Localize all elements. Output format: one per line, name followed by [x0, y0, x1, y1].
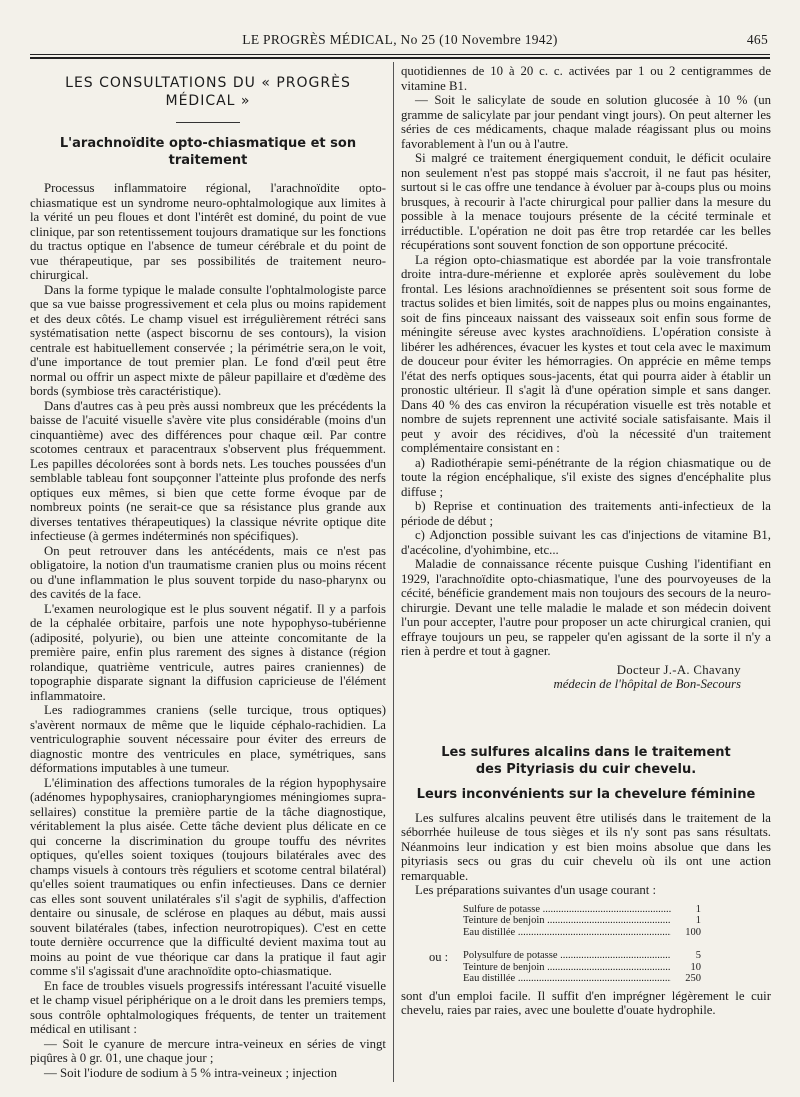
signature	[401, 663, 771, 692]
recipe-line: Sulfure de potasse ..... 1	[463, 904, 701, 916]
journal-title: LE PROGRÈS MÉDICAL, No 25 (10 Novembre 1942)	[242, 32, 558, 47]
paragraph: Les radiogrammes craniens (selle turcique, trous optiques) s'avèrent normaux de même que le liquide céphalo-rachidien. La ventriculographie souvent nécessaire pour éviter des erreurs de diagnostic montre des ventricules en place, symétriques, sans déformations imputables à une tumeur.	[30, 703, 386, 775]
paragraph: La région opto-chiasmatique est abordée par la voie transfrontale droite intra-dure-mérienne et explorée après soulèvement du lobe frontal. Les lésions arachnoïdiennes se présentent soit sous forme de tractus solides et bien limités, soit de nappes plus ou moins engainantes, soit de fins pinceaux naissant des vaisseaux soit enfin sous forme de méningite séreuse avec kystes arachnoïdiens. L'opération consiste à libérer les adhérences, évacuer les kystes et tout cela avec le maximum de douceur pour éviter les hémorragies. On apprécie en même temps l'état des nerfs optiques sous-jacents, état qui pourra aider à établir un pronostic ultérieur. Il s'agit là d'une opération simple et sans danger. Dans 40 % des cas environ la récupération visuelle est très notable et nombre de sujets reprennent une activité sociale satisfaisante. Mais il peut y avoir des récidives, d'où la nécessité d'un traitement complémentaire consistant en :	[401, 252, 771, 455]
paragraph: L'examen neurologique est le plus souvent négatif. Il y a parfois de la céphalée orbitaire, parfois une note hypophyso-tubérienne (adiposité, polyurie), ou bien une atteinte concomitante de la première paire, enfin plus rarement des signes à distance (région rolandique, quatrième ventricule, autres paires craniennes) de topographie disparate signant la diffusion capricieuse de l'élément inflammatoire.	[30, 601, 386, 703]
paragraph: sont d'un emploi facile. Il suffit d'en imprégner légèrement le cuir chevelu, raies par raies, avec une boulette d'ouate hydrophile.	[401, 988, 771, 1017]
article2-subtitle: Leurs inconvénients sur la chevelure féminine	[416, 786, 756, 802]
recipe-line: Eau distillée ..... 250	[463, 973, 701, 985]
author-name: Docteur J.-A. Chavany	[616, 662, 741, 677]
right-column	[401, 64, 771, 1018]
paragraph: Les préparations suivantes d'un usage courant :	[415, 883, 657, 897]
recipe-or: ou :	[429, 949, 449, 964]
paragraph: L'élimination des affections tumorales de la région hypophysaire (adénomes hypophysaires, craniopharyngiomes méningiomes supra-sellaires) constitue la première partie de la tâche diagnostique, véritablement la plus aisée. Cette tâche devient plus délicate en ce qui concerne la discrimination du groupe touffu des névrites optiques, qu'elles soient toxiques (toujours bilatérales avec des champs visuels à contours très réguliers et scotome central bilatéral) qu'elles soient traumatiques ou enfin infectieuses. Dans ce dernier cas elles sont souvent unilatérales s'il s'agit de syphilis, d'affection dentaire ou sinusale, de sclérose en plaques au début, mais aussi souvent bilatérales (tabes, infection neurotropiques). C'est en cette toute dernière occurrence que la difficulté devient maxima tout au moins au point de vue théorique car dans la pratique il faut agir comme s'il s'agissait d'une arachnoïdite opto-chiasmatique.	[30, 775, 386, 978]
paragraph: a) Radiothérapie semi-pénétrante de la région chiasmatique ou de toute la région encéphalique, s'il existe des signes d'encéphalite plus diffuse ;	[401, 455, 771, 499]
paragraph: Maladie de connaissance récente puisque Cushing l'identifiant en 1929, l'arachnoïdite opto-chiasmatique, l'une des pourvoyeuses de la cécité, bénéficie grandement mais non toujours des secours de la neuro-chirurgie. Devant une telle maladie le malade et son médecin doivent l'un pour accepter, l'autre pour proposer un acte chirurgical cranien, qui effraye toujours un peu, se rappeler qu'en agissant de la sorte il n'y a rien à perdre et tout à gagner.	[401, 557, 771, 658]
paragraph: On peut retrouver dans les antécédents, mais ce n'est pas obligatoire, la notion d'un traumatisme cranien plus ou moins récent ou d'une inflammation le plus souvent torpide du naso-pharynx ou des cavités de la face.	[30, 543, 386, 601]
paragraph: — Soit le cyanure de mercure intra-veineux en séries de vingt piqûres à 0 gr. 01, une chaque jour ;	[30, 1036, 386, 1065]
author-affiliation: médecin de l'hôpital de Bon-Secours	[553, 677, 741, 691]
recipe-line: Teinture de benjoin ..... 1	[463, 915, 701, 927]
recipe-group-1	[463, 904, 701, 939]
paragraph: — Soit le salicylate de soude en solution glucosée à 10 % (un gramme de salicylate par jour pendant vingt jours). On peut alterner les séries de ces médicaments, chaque malade réagissant plus ou moins favorablement à l'un ou à l'autre.	[401, 93, 771, 151]
paragraph: c) Adjonction possible suivant les cas d'injections de vitamine B1, d'acécoline, d'yohimbine, etc...	[401, 528, 771, 557]
paragraph: Dans d'autres cas à peu près aussi nombreux que les précédents la baisse de l'acuité visuelle s'avère vite plus considérable (moins d'un cinquantième) avec des différences pour chaque œil. Par contre scotomes centraux et paracentraux s'observent plus fréquemment. Les papilles décolorées sont à bords nets. Les touches poussées d'un semblable tableau font soupçonner l'atteinte plus profonde des nerfs optiques eux mêmes, si bien que cette forme évoque par de nombreux points (ne serait-ce que sa résistance plus grande aux diverses tentatives thérapeutiques) la classique névrite optique dite infectieuse (à germes indéterminés non spécifiques).	[30, 398, 386, 543]
paragraph: En face de troubles visuels progressifs intéressant l'acuité visuelle et le champ visuel périphérique on a le droit dans les premiers temps, sous contrôle ophtalmologiques fréquents, de tenter un traitement médical en utilisant :	[30, 978, 386, 1036]
article2-title	[401, 744, 771, 778]
paragraph: — Soit l'iodure de sodium à 5 % intra-veineux ; injection	[44, 1065, 338, 1080]
recipe-line: Eau distillée ..... 100	[463, 927, 701, 939]
header-rule-thin	[30, 54, 770, 55]
recipe-line: Teinture de benjoin ..... 10	[463, 962, 701, 974]
recipe-formulas	[401, 904, 771, 985]
header-rule-thick	[30, 57, 770, 59]
column-divider	[393, 62, 394, 1082]
running-header	[30, 30, 770, 52]
paragraph: Si malgré ce traitement énergiquement conduit, le déficit oculaire non seulement n'est pas stoppé mais s'accroit, il ne faut pas hésiter, surtout si le cas offre une tendance à évoluer par à-coups plus ou moins brusques, à recourir à l'acte chirurgical pour pallier dans la mesure du possible à la menace toujours présente de la cécité terminale et irréductible. L'opération ne doit pas être trop retardée car les belles récupérations sont souvent fonction de son opportune précocité.	[401, 151, 771, 252]
left-column	[30, 64, 386, 1080]
page-number: 465	[746, 32, 768, 47]
recipe-line: Polysulfure de potasse ..... 5	[463, 950, 701, 962]
section-divider	[176, 122, 240, 123]
article2-title-line2: des Pityriasis du cuir chevelu.	[475, 761, 697, 777]
paragraph: quotidiennes de 10 à 20 c. c. activées par 1 ou 2 centigrammes de vitamine B1.	[401, 64, 771, 93]
paragraph: Dans la forme typique le malade consulte l'ophtalmologiste parce que sa vue baisse progressivement et cela plus ou moins rapidement et des deux côtés. Le champ visuel est irrégulièrement rétréci sans systématisation nette (aspect biscornu de ses contours), la vision centrale est habituellement conservée ; la périmétrie sera,on le voit, d'une importance de tout premier plan. Le fond d'œil peut être normal ou offrir un aspect mixte de pâleur papillaire et d'œdème des bords (symbiose très caractéristique).	[30, 282, 386, 398]
paragraph: Les sulfures alcalins peuvent être utilisés dans le traitement de la séborrhée huileuse de tous sièges et ils n'y sont pas sans résultats. Néanmoins leur indication y est bien moins absolue que dans les pityriasis secs ou gras du cuir chevelu où ils ont une action remarquable.	[401, 810, 771, 883]
paragraph: Processus inflammatoire régional, l'arachnoïdite opto-chiasmatique est un syndrome neuro-ophtalmologique aux limites à la vérité un peu floues et dont l'intérêt est dominé, du point de vue clinique, par son retentissement toujours dramatique sur les fonctions du tractus optique en l'absence de tumeur cérébrale et du point de vue thérapeutique, par ses possibilités de traitement neuro-chirurgical.	[30, 181, 386, 282]
section-title: LES CONSULTATIONS DU « PROGRÈS MÉDICAL »	[65, 75, 351, 109]
recipe-group-2	[463, 950, 701, 985]
article-title: L'arachnoïdite opto-chiasmatique et son traitement	[59, 136, 357, 168]
paragraph: b) Reprise et continuation des traitements anti-infectieux de la période de début ;	[401, 499, 771, 528]
article2-title-line1: Les sulfures alcalins dans le traitement	[441, 744, 731, 760]
